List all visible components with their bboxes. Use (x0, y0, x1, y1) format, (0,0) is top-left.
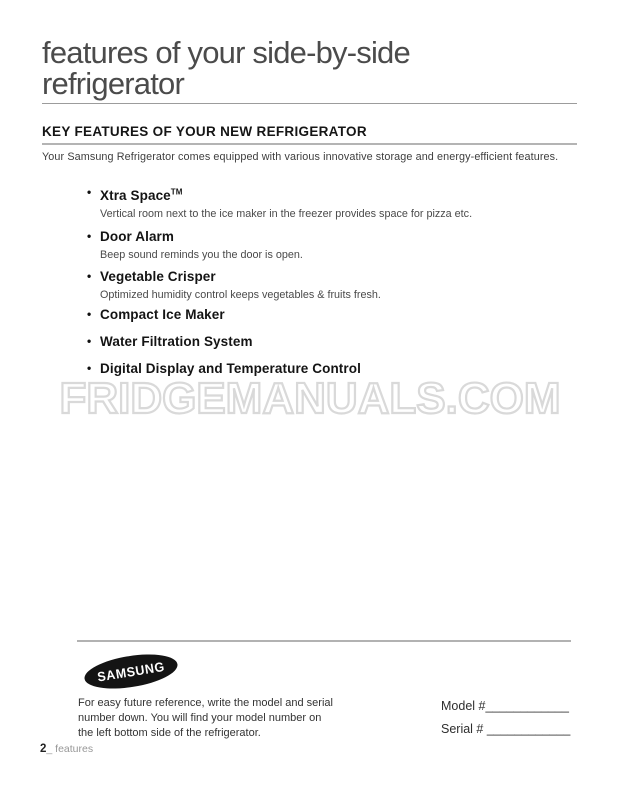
feature-description: Beep sound reminds you the door is open. (100, 249, 303, 261)
page-footer (40, 743, 93, 755)
feature-item-vegetable-crisper (87, 268, 577, 301)
bullet-icon: • (87, 269, 92, 283)
page-title (42, 37, 410, 99)
footer-note (78, 696, 333, 741)
bullet-icon: • (87, 229, 92, 243)
page-number: 2 (40, 743, 47, 755)
feature-item-water-filtration (87, 333, 577, 351)
feature-description: Optimized humidity control keeps vegetables & fruits fresh. (100, 289, 381, 301)
bullet-icon: • (87, 307, 92, 321)
feature-title: Xtra Space™ (100, 187, 183, 203)
footer-note-line2: number down. You will find your model number on (78, 712, 322, 724)
model-number-blank: Model #____________ (441, 699, 569, 713)
feature-title: Compact Ice Maker (100, 307, 225, 322)
watermark-text: FRIDGEMANUALS.COM (59, 374, 561, 423)
bullet-icon: • (87, 361, 92, 375)
feature-item-door-alarm (87, 228, 577, 261)
footer-note-line3: the left bottom side of the refrigerator. (78, 727, 261, 739)
footer-note-line1: For easy future reference, write the model and serial (78, 697, 333, 709)
footer-divider (77, 640, 571, 642)
feature-title: Vegetable Crisper (100, 269, 216, 284)
feature-title: Door Alarm (100, 229, 175, 244)
feature-title: Water Filtration System (100, 334, 253, 349)
page-section-label: _ features (46, 743, 94, 755)
samsung-logo-text: SAMSUNG (96, 658, 166, 685)
trademark-superscript: TM (170, 187, 183, 196)
serial-number-blank: Serial # ____________ (441, 722, 571, 736)
bullet-icon: • (87, 185, 92, 199)
feature-title: Digital Display and Temperature Control (100, 361, 361, 376)
section-divider (42, 143, 577, 145)
intro-text: Your Samsung Refrigerator comes equipped with various innovative storage and energy-efficient features. (42, 151, 559, 163)
page-title-line2: refrigerator (42, 66, 185, 101)
title-divider (42, 103, 577, 104)
bullet-icon: • (87, 334, 92, 348)
feature-item-xtra-space (87, 184, 577, 220)
feature-item-compact-ice-maker (87, 306, 577, 324)
samsung-logo (82, 649, 180, 694)
feature-description: Vertical room next to the ice maker in the freezer provides space for pizza etc. (100, 207, 473, 220)
page-title-line1: features of your side-by-side (42, 35, 410, 70)
section-heading: KEY FEATURES OF YOUR NEW REFRIGERATOR (42, 124, 367, 139)
